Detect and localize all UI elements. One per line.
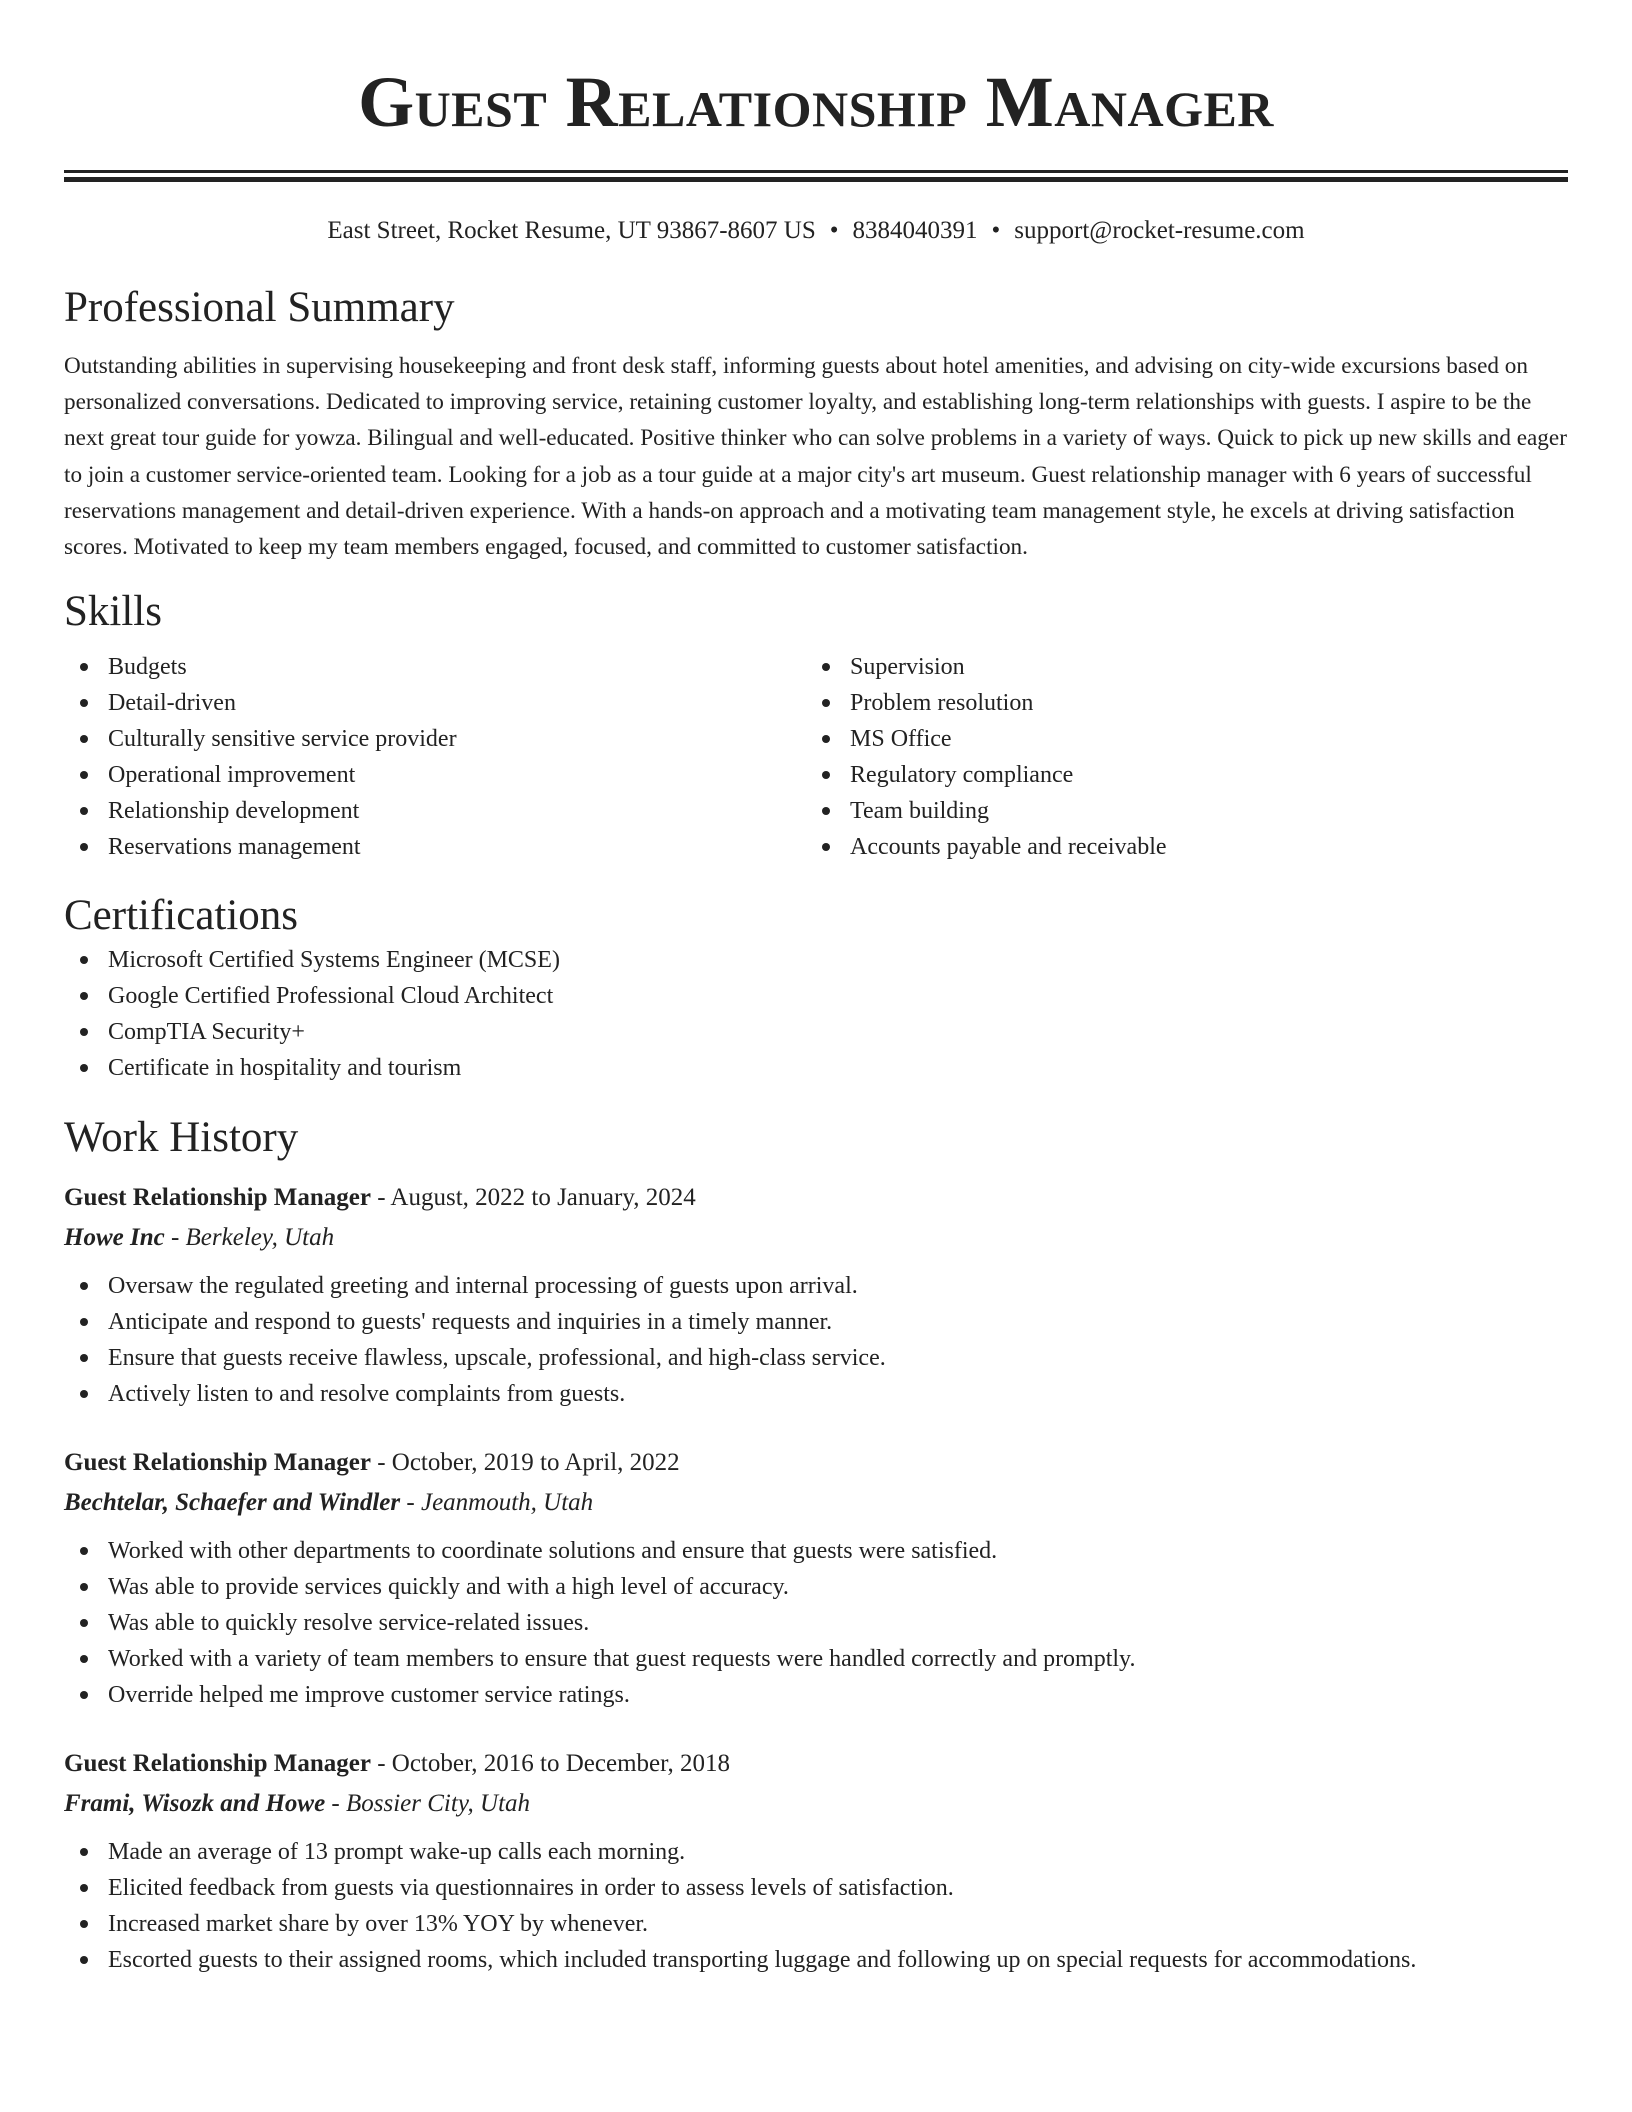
job-location: Berkeley, Utah	[185, 1224, 335, 1252]
job-duty-item-text: Made an average of 13 prompt wake-up calls each morning.	[108, 1839, 686, 1866]
title-double-rule	[64, 170, 1568, 182]
job-duties-list	[64, 1268, 1568, 1412]
job-company: Frami, Wisozk and Howe	[64, 1790, 326, 1818]
bullet-dot-icon	[80, 1691, 88, 1699]
job-title-line: Guest Relationship Manager - October, 2016 to December, 2018	[64, 1750, 730, 1778]
job-title-line: Guest Relationship Manager - August, 2022 to January, 2024	[64, 1184, 696, 1212]
skills-list-right	[806, 649, 1548, 865]
job-entry	[64, 1744, 1568, 1978]
bullet-dot-icon	[822, 735, 830, 743]
skill-item	[64, 721, 806, 757]
certification-item	[64, 1014, 1568, 1050]
job-duty-item	[64, 1834, 1568, 1870]
job-duty-item	[64, 1340, 1568, 1376]
contact-address: East Street, Rocket Resume, UT 93867-8607 US	[327, 217, 816, 244]
contact-line	[64, 214, 1568, 248]
bullet-dot-icon	[80, 663, 88, 671]
certifications-heading: Certifications	[64, 892, 299, 940]
skill-item	[806, 721, 1548, 757]
skills-grid	[64, 649, 1568, 865]
bullet-dot-icon	[80, 1354, 88, 1362]
bullet-dot-icon	[80, 735, 88, 743]
bullet-dot-icon	[80, 1390, 88, 1398]
work-history-heading: Work History	[64, 1114, 299, 1162]
job-duties-list	[64, 1834, 1568, 1978]
job-company-line: Howe Inc - Berkeley, Utah	[64, 1224, 335, 1252]
job-duty-item-text: Increased market share by over 13% YOY by whenever.	[108, 1911, 649, 1938]
job-company: Howe Inc	[64, 1224, 165, 1252]
skill-item	[64, 649, 806, 685]
job-duty-item-text: Was able to quickly resolve service-related issues.	[108, 1610, 590, 1637]
bullet-dot-icon	[80, 1956, 88, 1964]
skill-item-text: Operational improvement	[108, 762, 356, 789]
job-duty-item	[64, 1533, 1568, 1569]
job-title-line: Guest Relationship Manager - October, 2019 to April, 2022	[64, 1449, 680, 1477]
certification-item-text: CompTIA Security+	[108, 1019, 305, 1046]
skill-item	[806, 649, 1548, 685]
bullet-dot-icon	[822, 699, 830, 707]
bullet-dot-icon	[80, 1064, 88, 1072]
bullet-dot-icon	[80, 1619, 88, 1627]
skill-item-text: Reservations management	[108, 834, 361, 861]
summary-text: Outstanding abilities in supervising housekeeping and front desk staff, informing guests about hotel amenities, and advising on city-wide excursions based on personalized conversations. Dedicated to improving service, retaining customer loyalty, and establishing long-term relationships with guests. I aspire to be the next great tour guide for yowza. Bilingual and well-educated. Positive thinker who can solve problems in a variety of ways. Quick to pick up new skills and eager to join a customer service-oriented team. Looking for a job as a tour guide at a major city's art museum. Guest relationship manager with 6 years of successful reservations management and detail-driven experience. With a hands-on approach and a motivating team management style, he excels at driving satisfaction scores. Motivated to keep my team members engaged, focused, and committed to customer satisfaction.	[64, 353, 1567, 561]
bullet-dot-icon	[80, 1583, 88, 1591]
contact-separator: •	[991, 217, 1001, 244]
contact-separator: •	[829, 217, 839, 244]
job-duty-item	[64, 1605, 1568, 1641]
bullet-dot-icon	[80, 1318, 88, 1326]
job-entry	[64, 1443, 1568, 1713]
skill-item	[806, 757, 1548, 793]
contact-email: support@rocket-resume.com	[1014, 217, 1305, 244]
job-duty-item	[64, 1376, 1568, 1412]
bullet-dot-icon	[80, 1884, 88, 1892]
bullet-dot-icon	[80, 1655, 88, 1663]
bullet-dot-icon	[80, 807, 88, 815]
job-duty-item	[64, 1906, 1568, 1942]
skill-item-text: Relationship development	[108, 798, 360, 825]
skill-item-text: Supervision	[850, 654, 965, 681]
bullet-dot-icon	[822, 663, 830, 671]
skill-item-text: Team building	[850, 798, 989, 825]
skill-item	[64, 793, 806, 829]
bullet-dot-icon	[80, 956, 88, 964]
certification-item-text: Microsoft Certified Systems Engineer (MCSE)	[108, 947, 560, 974]
job-duty-item-text: Ensure that guests receive flawless, upscale, professional, and high-class service.	[108, 1345, 886, 1372]
job-location: Jeanmouth, Utah	[420, 1489, 594, 1517]
skill-item-text: Regulatory compliance	[850, 762, 1074, 789]
certification-item	[64, 1050, 1568, 1086]
job-duty-item	[64, 1268, 1568, 1304]
bullet-dot-icon	[80, 843, 88, 851]
skills-list-left	[64, 649, 806, 865]
job-title: Guest Relationship Manager	[64, 1449, 371, 1477]
certification-item-text: Google Certified Professional Cloud Architect	[108, 983, 554, 1010]
skill-item	[64, 685, 806, 721]
job-title: Guest Relationship Manager	[64, 1750, 371, 1778]
skill-item-text: Accounts payable and receivable	[850, 834, 1167, 861]
certification-item	[64, 978, 1568, 1014]
job-duty-item-text: Elicited feedback from guests via questionnaires in order to assess levels of satisfaction.	[108, 1875, 954, 1902]
contact-phone: 8384040391	[852, 217, 978, 244]
bullet-dot-icon	[80, 1547, 88, 1555]
certification-item-text: Certificate in hospitality and tourism	[108, 1055, 462, 1082]
bullet-dot-icon	[80, 992, 88, 1000]
job-duty-item	[64, 1569, 1568, 1605]
bullet-dot-icon	[80, 771, 88, 779]
skill-item-text: MS Office	[850, 726, 952, 753]
job-dates: August, 2022 to January, 2024	[390, 1184, 696, 1212]
job-company-line: Bechtelar, Schaefer and Windler - Jeanmouth, Utah	[64, 1489, 594, 1517]
job-duty-item-text: Escorted guests to their assigned rooms, which included transporting luggage and following up on special requests for accommodations.	[108, 1947, 1417, 1974]
bullet-dot-icon	[80, 1028, 88, 1036]
job-company-line: Frami, Wisozk and Howe - Bossier City, Utah	[64, 1790, 531, 1818]
job-duty-item	[64, 1641, 1568, 1677]
bullet-dot-icon	[80, 699, 88, 707]
job-duty-item-text: Worked with a variety of team members to ensure that guest requests were handled correctly and promptly.	[108, 1646, 1136, 1673]
job-company: Bechtelar, Schaefer and Windler	[64, 1489, 401, 1517]
skill-item	[806, 793, 1548, 829]
job-duty-item	[64, 1304, 1568, 1340]
bullet-dot-icon	[80, 1848, 88, 1856]
skill-item-text: Culturally sensitive service provider	[108, 726, 457, 753]
resume-title: Guest Relationship Manager	[358, 62, 1274, 142]
skill-item	[806, 685, 1548, 721]
skill-item-text: Budgets	[108, 654, 187, 681]
job-duty-item-text: Worked with other departments to coordinate solutions and ensure that guests were satisfied.	[108, 1538, 998, 1565]
job-duty-item	[64, 1677, 1568, 1713]
skill-item-text: Problem resolution	[850, 690, 1034, 717]
job-location: Bossier City, Utah	[346, 1790, 531, 1818]
job-dates: October, 2016 to December, 2018	[391, 1750, 730, 1778]
skill-item	[64, 757, 806, 793]
job-duty-item	[64, 1942, 1568, 1978]
job-duty-item	[64, 1870, 1568, 1906]
skill-item	[64, 829, 806, 865]
certification-item	[64, 942, 1568, 978]
job-dates: October, 2019 to April, 2022	[391, 1449, 680, 1477]
job-duty-item-text: Override helped me improve customer service ratings.	[108, 1682, 630, 1709]
job-duty-item-text: Anticipate and respond to guests' requests and inquiries in a timely manner.	[108, 1309, 833, 1336]
bullet-dot-icon	[822, 771, 830, 779]
summary-heading: Professional Summary	[64, 284, 455, 331]
job-entry	[64, 1178, 1568, 1412]
skill-item-text: Detail-driven	[108, 690, 236, 717]
job-duty-item-text: Oversaw the regulated greeting and internal processing of guests upon arrival.	[108, 1273, 858, 1300]
bullet-dot-icon	[80, 1282, 88, 1290]
bullet-dot-icon	[822, 843, 830, 851]
bullet-dot-icon	[822, 807, 830, 815]
work-history-list	[64, 1178, 1568, 1978]
skill-item	[806, 829, 1548, 865]
skills-heading: Skills	[64, 588, 162, 636]
job-duties-list	[64, 1533, 1568, 1713]
bullet-dot-icon	[80, 1920, 88, 1928]
job-title: Guest Relationship Manager	[64, 1184, 371, 1212]
certifications-list	[64, 942, 1568, 1086]
job-duty-item-text: Actively listen to and resolve complaints from guests.	[108, 1381, 626, 1408]
job-duty-item-text: Was able to provide services quickly and with a high level of accuracy.	[108, 1574, 789, 1601]
